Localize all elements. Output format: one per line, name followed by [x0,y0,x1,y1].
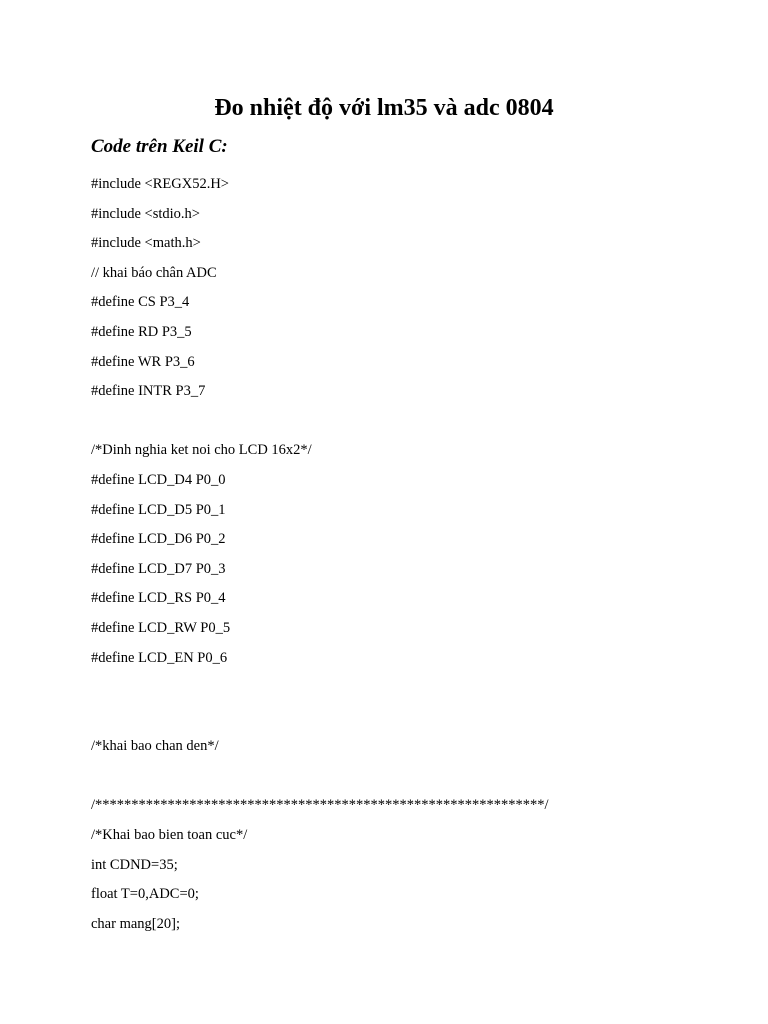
code-line: /**************************************************************/ [91,797,549,814]
code-line: float T=0,ADC=0; [91,886,199,903]
code-line: #define LCD_RW P0_5 [91,619,231,636]
code-listing [91,170,549,939]
code-line: char mang[20]; [91,915,180,932]
code-line: int CDND=35; [91,856,178,873]
code-line: /*Khai bao bien toan cuc*/ [91,827,248,844]
code-line: #define LCD_D7 P0_3 [91,560,226,577]
code-line: #define LCD_D5 P0_1 [91,501,226,518]
code-line: // khai báo chân ADC [91,264,217,281]
code-line: #include <REGX52.H> [91,176,229,192]
code-line [91,407,549,437]
code-line: #define LCD_RS P0_4 [91,590,226,607]
code-line: #define INTR P3_7 [91,383,206,400]
code-line: #define CS P3_4 [91,294,190,311]
code-line: #include <stdio.h> [91,205,200,222]
code-line [91,762,549,792]
code-line: /*khai bao chan den*/ [91,738,219,755]
code-line: #define LCD_EN P0_6 [91,649,228,666]
code-line [91,673,549,703]
code-line: #define WR P3_6 [91,353,195,370]
code-line: #include <math.h> [91,235,201,252]
code-line: #define LCD_D4 P0_0 [91,471,226,488]
code-line: /*Dinh nghia ket noi cho LCD 16x2*/ [91,442,312,459]
section-heading: Code trên Keil C: [91,136,228,157]
code-line: #define LCD_D6 P0_2 [91,531,226,548]
code-line: #define RD P3_5 [91,323,192,340]
code-line [91,703,549,733]
document-title: Đo nhiệt độ với lm35 và adc 0804 [214,95,554,121]
